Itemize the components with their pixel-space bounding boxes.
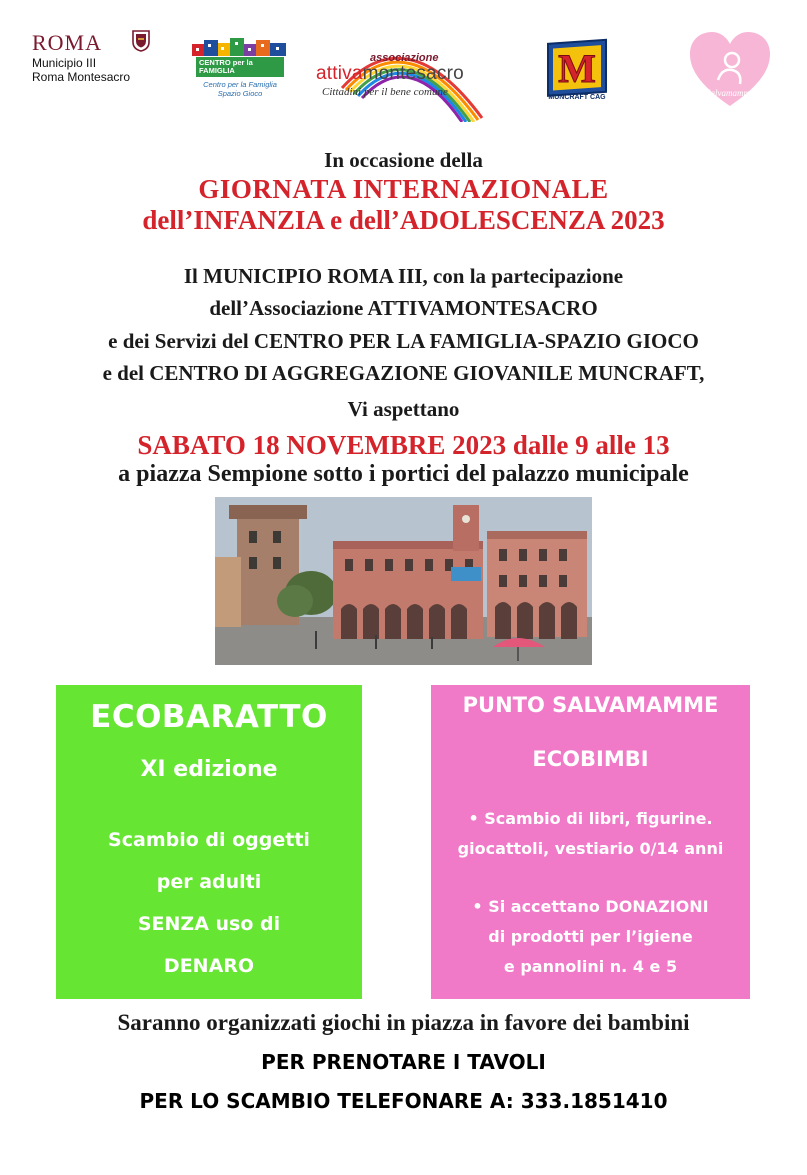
municipal-palace-photo (215, 497, 592, 665)
muncraft-letter: M (558, 46, 596, 91)
games-line: Saranno organizzati giochi in piazza in favore dei bambini (117, 1010, 690, 1035)
attiva-montesacro-logo (312, 26, 502, 122)
pink-bullet-1-line-2: giocattoli, vestiario 0/14 anni (457, 839, 724, 858)
muncraft-badge-icon (546, 38, 608, 102)
muncraft-label: MUNCRAFT CAG (548, 94, 606, 101)
cpf-caption-line1: Centro per la Famiglia (203, 80, 277, 89)
body-line-1: Il MUNICIPIO ROMA III, con la partecipazione (183, 264, 624, 288)
ecobaratto-line-2: per adulti (156, 871, 262, 893)
pink-bullet-2-line-1: • Si accettano DONAZIONI (472, 897, 709, 916)
pink-bullet-1-line-1: • Scambio di libri, figurine. (468, 809, 713, 828)
ecobaratto-box (56, 685, 362, 999)
event-title-line2: dell’INFANZIA e dell’ADOLESCENZA 2023 (142, 205, 665, 235)
intro-text: In occasione della (324, 148, 483, 172)
centro-famiglia-logo (190, 34, 290, 98)
salvamamme-title: PUNTO SALVAMAMME (462, 693, 719, 717)
cpf-banner-line2: FAMIGLIA (199, 66, 235, 75)
houses-icon (190, 34, 290, 56)
muncraft-logo (546, 38, 608, 102)
booking-line-2: PER LO SCAMBIO TELEFONARE A: 333.1851410 (139, 1089, 668, 1113)
body-line-2: dell’Associazione ATTIVAMONTESACRO (209, 296, 598, 320)
attiva-name-part1: attiva (316, 63, 363, 84)
salvamamme-logo (688, 30, 772, 110)
ecobaratto-line-4: DENARO (163, 955, 255, 977)
attiva-associazione: associazione (370, 52, 439, 64)
event-place: a piazza Sempione sotto i portici del palazzo municipale (118, 461, 689, 487)
ecobaratto-line-1: Scambio di oggetti (108, 829, 310, 851)
heart-icon (688, 30, 772, 110)
cpf-caption-line2: Spazio Gioco (217, 89, 263, 98)
roma-wordmark: ROMA (32, 30, 103, 55)
ecobaratto-line-3: SENZA uso di (137, 913, 281, 935)
roma-logo (32, 30, 162, 84)
attiva-name-part2: montesacro (362, 63, 464, 84)
pink-bullet-2-line-3: e pannolini n. 4 e 5 (503, 957, 678, 976)
event-date: SABATO 18 NOVEMBRE 2023 dalle 9 alle 13 (137, 430, 670, 460)
ecobimbi-subtitle: ECOBIMBI (532, 747, 649, 771)
centro-famiglia-banner (196, 57, 284, 77)
attiva-tagline: Cittadini per il bene comune (322, 86, 448, 98)
body-line-4: e del CENTRO DI AGGREGAZIONE GIOVANILE MUNCRAFT, (102, 361, 705, 385)
body-line-3: e dei Servizi del CENTRO PER LA FAMIGLIA-SPAZIO GIOCO (108, 329, 699, 353)
ecobaratto-title: ECOBARATTO (90, 699, 328, 735)
cpf-banner-line1: CENTRO per la (199, 58, 253, 67)
roma-crest-icon (132, 30, 150, 52)
pink-bullet-2-line-2: di prodotti per l’igiene (488, 927, 693, 946)
event-title-line1: GIORNATA INTERNAZIONALE (198, 174, 609, 204)
ecobaratto-subtitle: XI edizione (140, 757, 278, 782)
booking-line-1: PER PRENOTARE I TAVOLI (261, 1050, 546, 1074)
roma-municipio: Municipio III (32, 56, 97, 70)
salvamamme-label: Salvamamme (706, 88, 754, 98)
roma-montesacro: Roma Montesacro (32, 70, 131, 84)
salvamamme-box (431, 685, 750, 999)
attiva-name (316, 63, 464, 85)
body-line-5: Vi aspettano (347, 397, 460, 421)
